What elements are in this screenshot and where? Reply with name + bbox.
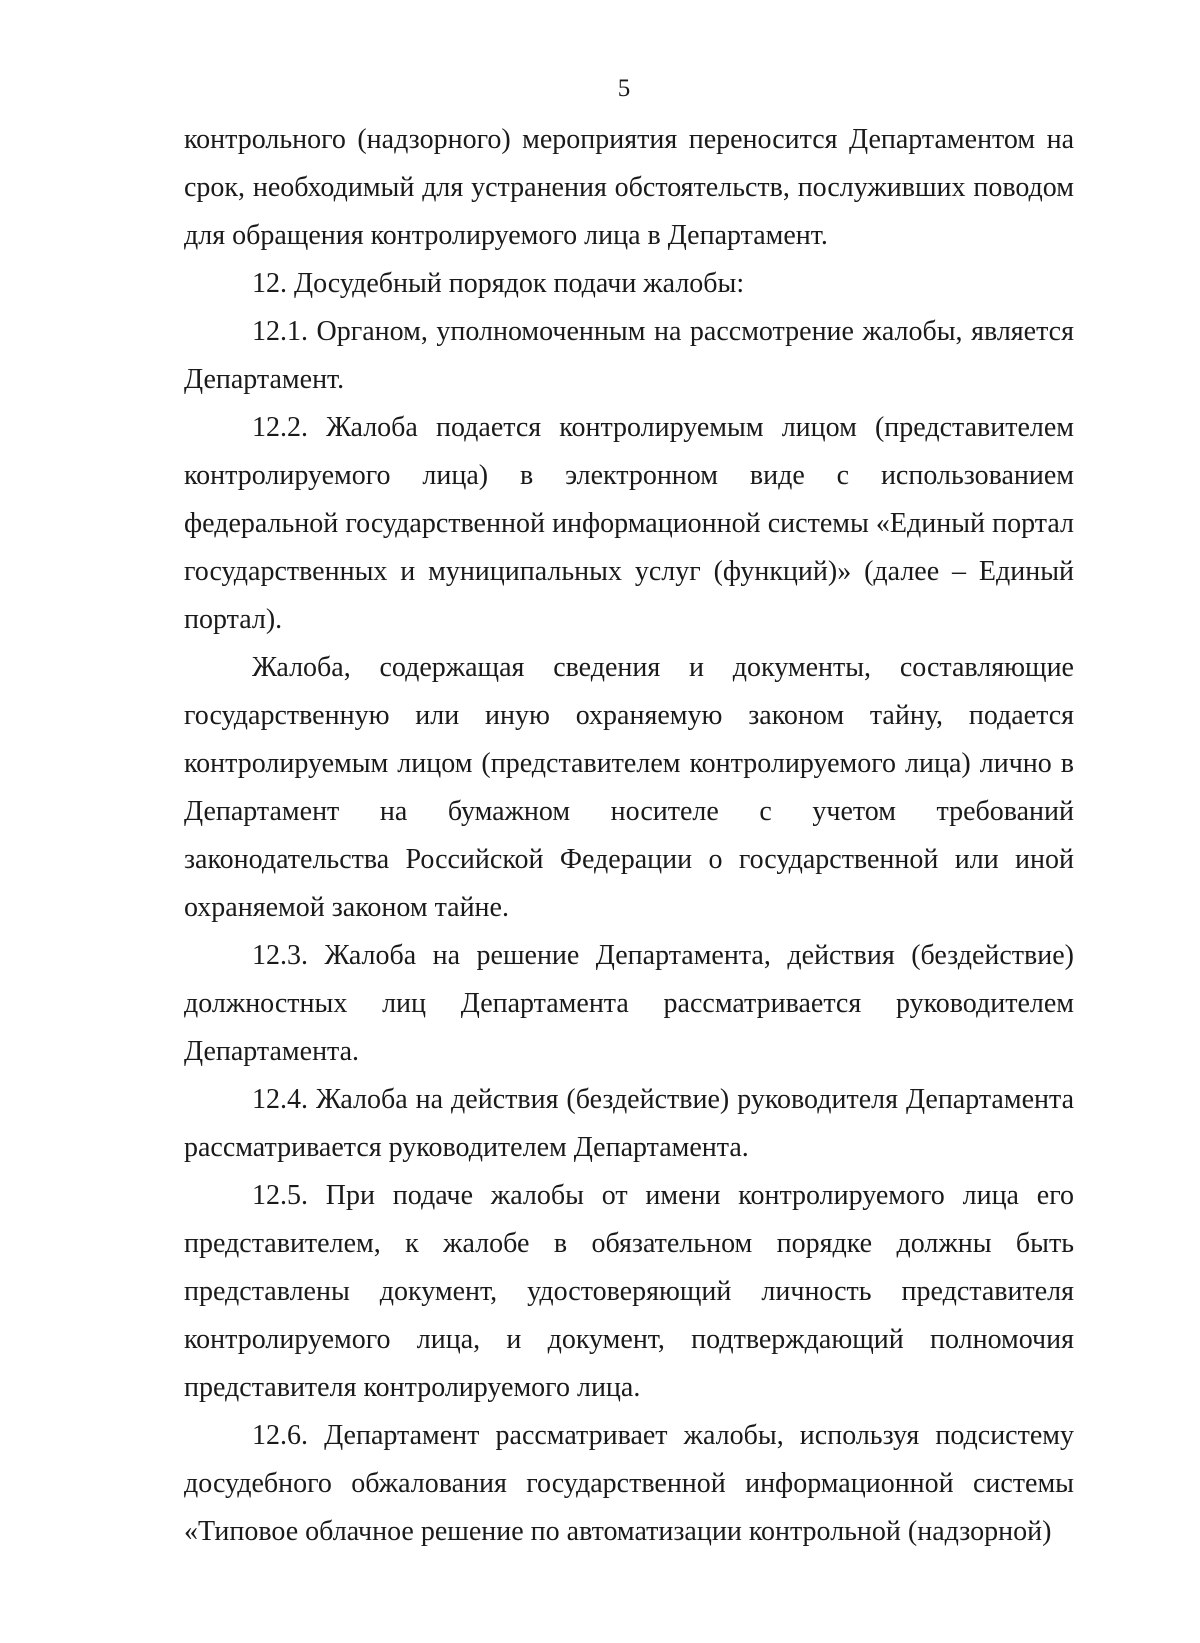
- paragraph-12-4: 12.4. Жалоба на действия (бездействие) руководителя Департамента рассматривается руководителем Департамента.: [184, 1084, 1074, 1163]
- paragraph-12-5: 12.5. При подаче жалобы от имени контролируемого лица его представителем, к жалобе в обязательном порядке должны быть представлены документ, удостоверяющий личность представителя контролируемого лица, и документ, подтверждающий полномочия представителя контролируемого лица.: [184, 1180, 1074, 1403]
- paragraph-12-6: 12.6. Департамент рассматривает жалобы, используя подсистему досудебного обжалования государственной информационной системы «Типовое облачное решение по автоматизации контрольной (надзорной): [184, 1420, 1074, 1547]
- paragraph-continuation: контрольного (надзорного) мероприятия переносится Департаментом на срок, необходимый для устранения обстоятельств, послуживших поводом для обращения контролируемого лица в Департамент.: [184, 124, 1074, 251]
- paragraph-section-12: 12. Досудебный порядок подачи жалобы:: [252, 268, 745, 299]
- document-body: [184, 116, 1074, 1556]
- paragraph-12-2: 12.2. Жалоба подается контролируемым лицом (представителем контролируемого лица) в электронном виде с использованием федеральной государственной информационной системы «Единый портал государственных и муниципальных услуг (функций)» (далее – Единый портал).: [184, 412, 1074, 635]
- paragraph-12-3: 12.3. Жалоба на решение Департамента, действия (бездействие) должностных лиц Департамента рассматривается руководителем Департамента.: [184, 940, 1074, 1067]
- paragraph-12-2-secret: Жалоба, содержащая сведения и документы, составляющие государственную или иную охраняемую законом тайну, подается контролируемым лицом (представителем контролируемого лица) лично в Департамент на бумажном носителе с учетом требований законодательства Российской Федерации о государственной или иной охраняемой законом тайне.: [184, 652, 1074, 923]
- page-number: 5: [617, 75, 631, 102]
- paragraph-12-1: 12.1. Органом, уполномоченным на рассмотрение жалобы, является Департамент.: [184, 316, 1074, 395]
